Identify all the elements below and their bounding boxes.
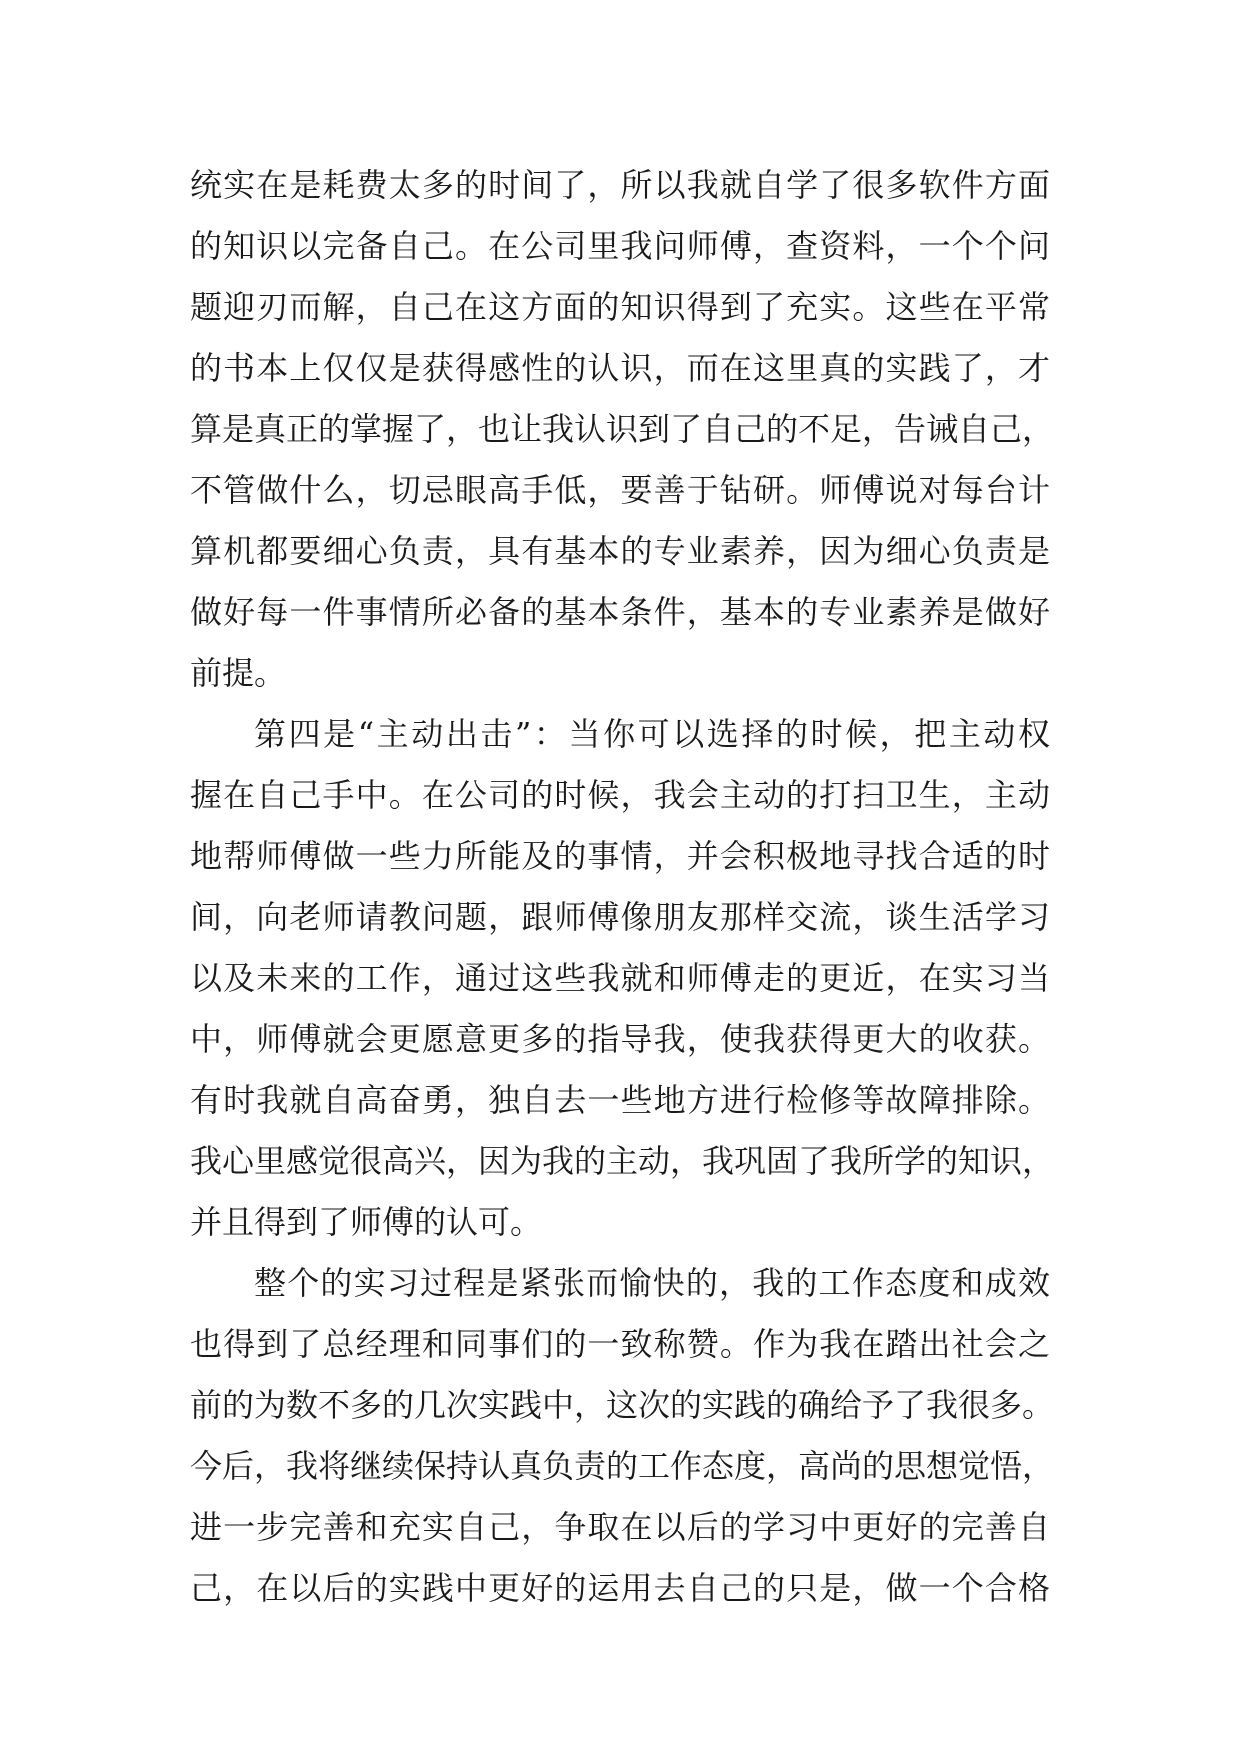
- text-line: 并且得到了师傅的认可。: [190, 1203, 543, 1241]
- paragraph-first-line: 整个的实习过程是紧张而愉快的，我的工作态度和成效: [254, 1264, 1050, 1302]
- text-line: 前的为数不多的几次实践中，这次的实践的确给予了我很多。: [190, 1386, 1055, 1424]
- text-line: 统实在是耗费太多的时间了，所以我就自学了很多软件方面: [190, 166, 1050, 204]
- text-line: 不管做什么，切忌眼高手低，要善于钻研。师傅说对每台计: [190, 471, 1050, 509]
- text-line: 我心里感觉很高兴，因为我的主动，我巩固了我所学的知识，: [190, 1142, 1055, 1180]
- text-line: 中，师傅就会更愿意更多的指导我，使我获得更大的收获。: [190, 1020, 1050, 1058]
- text-line: 题迎刃而解，自己在这方面的知识得到了充实。这些在平常: [190, 288, 1050, 326]
- text-line: 也得到了总经理和同事们的一致称赞。作为我在踏出社会之: [190, 1325, 1050, 1363]
- text-line: 算是真正的掌握了，也让我认识到了自己的不足，告诫自己，: [190, 410, 1055, 448]
- text-line: 握在自己手中。在公司的时候，我会主动的打扫卫生，主动: [190, 776, 1050, 814]
- text-line: 算机都要细心负责，具有基本的专业素养，因为细心负责是: [190, 532, 1050, 570]
- text-line: 前提。: [190, 654, 287, 692]
- text-line: 的知识以完备自己。在公司里我问师傅，查资料，一个个问: [190, 227, 1050, 265]
- text-line: 进一步完善和充实自己，争取在以后的学习中更好的完善自: [190, 1508, 1050, 1546]
- text-line: 做好每一件事情所必备的基本条件，基本的专业素养是做好: [190, 593, 1050, 631]
- text-line: 的书本上仅仅是获得感性的认识，而在这里真的实践了，才: [190, 349, 1050, 387]
- text-line: 间，向老师请教问题，跟师傅像朋友那样交流，谈生活学习: [190, 898, 1050, 936]
- text-line: 今后，我将继续保持认真负责的工作态度，高尚的思想觉悟，: [190, 1447, 1055, 1485]
- paragraph-first-line: 第四是“主动出击”：当你可以选择的时候，把主动权: [254, 715, 1050, 753]
- text-line: 有时我就自高奋勇，独自去一些地方进行检修等故障排除。: [190, 1081, 1050, 1119]
- text-line: 地帮师傅做一些力所能及的事情，并会积极地寻找合适的时: [190, 837, 1050, 875]
- text-line: 以及未来的工作，通过这些我就和师傅走的更近，在实习当: [190, 959, 1050, 997]
- text-line: 己，在以后的实践中更好的运用去自己的只是，做一个合格: [190, 1569, 1050, 1607]
